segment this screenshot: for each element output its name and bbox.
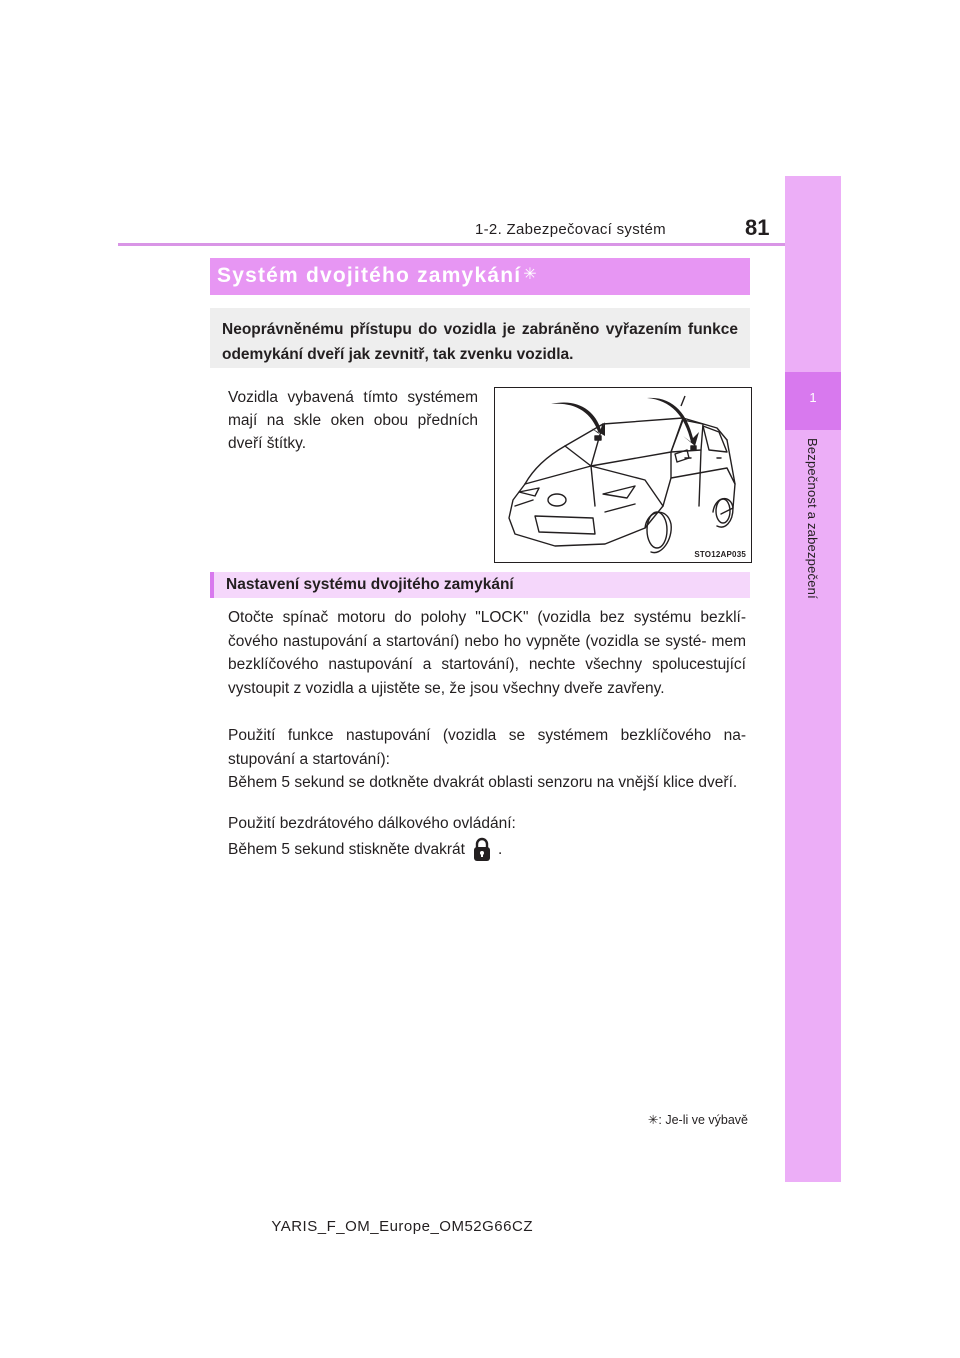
subsection-bar [210,572,750,598]
intro-text: Neoprávněnému přístupu do vozidla je zabráněno vyřazením funkce odemykání dveří jak zevnitř, tak zvenku vozidla. [222,321,738,363]
paragraph-lock-instructions: Otočte spínač motoru do polohy "LOCK" (vozidla bez systému bezklí- čového nastupování a startování) nebo ho vypněte (vozidla se systé- mem bezklíčového nastupování a startování), nechte všechny spolucestující vystoupit z vozidla a ujistěte se, že jsou všechny dveře zavřeny. [228,609,746,697]
car-illustration-icon [495,388,751,562]
lock-icon [469,836,495,862]
paragraph-remote-end: . [497,840,503,858]
intro-box [210,308,750,368]
page-number: 81 [745,215,770,240]
paragraph-remote [228,812,746,862]
header-rule [118,243,785,246]
car-illustration [494,387,752,563]
figure-code: STO12AP035 [694,550,746,559]
optional-equipment-mark: ✳ [523,266,538,283]
paragraph-entry-body: Během 5 sekund se dotkněte dvakrát oblasti senzoru na vnější klice dveří. [228,774,738,792]
section-label: 1-2. Zabezpečovací systém [475,221,666,238]
title-bar [210,258,750,295]
paragraph-remote-body: Během 5 sekund stiskněte dvakrát [228,840,465,858]
paragraph-remote-heading: Použití bezdrátového dálkového ovládání: [228,815,516,832]
footnote: ✳: Je-li ve výbavě [647,1113,748,1127]
page-title [217,264,538,288]
page-title-text: Systém dvojitého zamykání [217,264,522,287]
paragraph-entry-function [228,724,746,795]
paragraph-entry-heading: Použití funkce nastupování (vozidla se systémem bezklíčového na- stupování a startování): [228,727,746,768]
chapter-title-wrap [785,438,841,688]
chapter-title: Bezpečnost a zabezpečení [805,438,820,599]
body-intro-text: Vozidla vybavená tímto systémem mají na skle oken obou předních dveří štítky. [228,389,478,452]
subsection-title: Nastavení systému dvojitého zamykání [226,576,514,593]
footer-code: YARIS_F_OM_Europe_OM52G66CZ [271,1218,533,1235]
chapter-number: 1 [809,390,817,405]
